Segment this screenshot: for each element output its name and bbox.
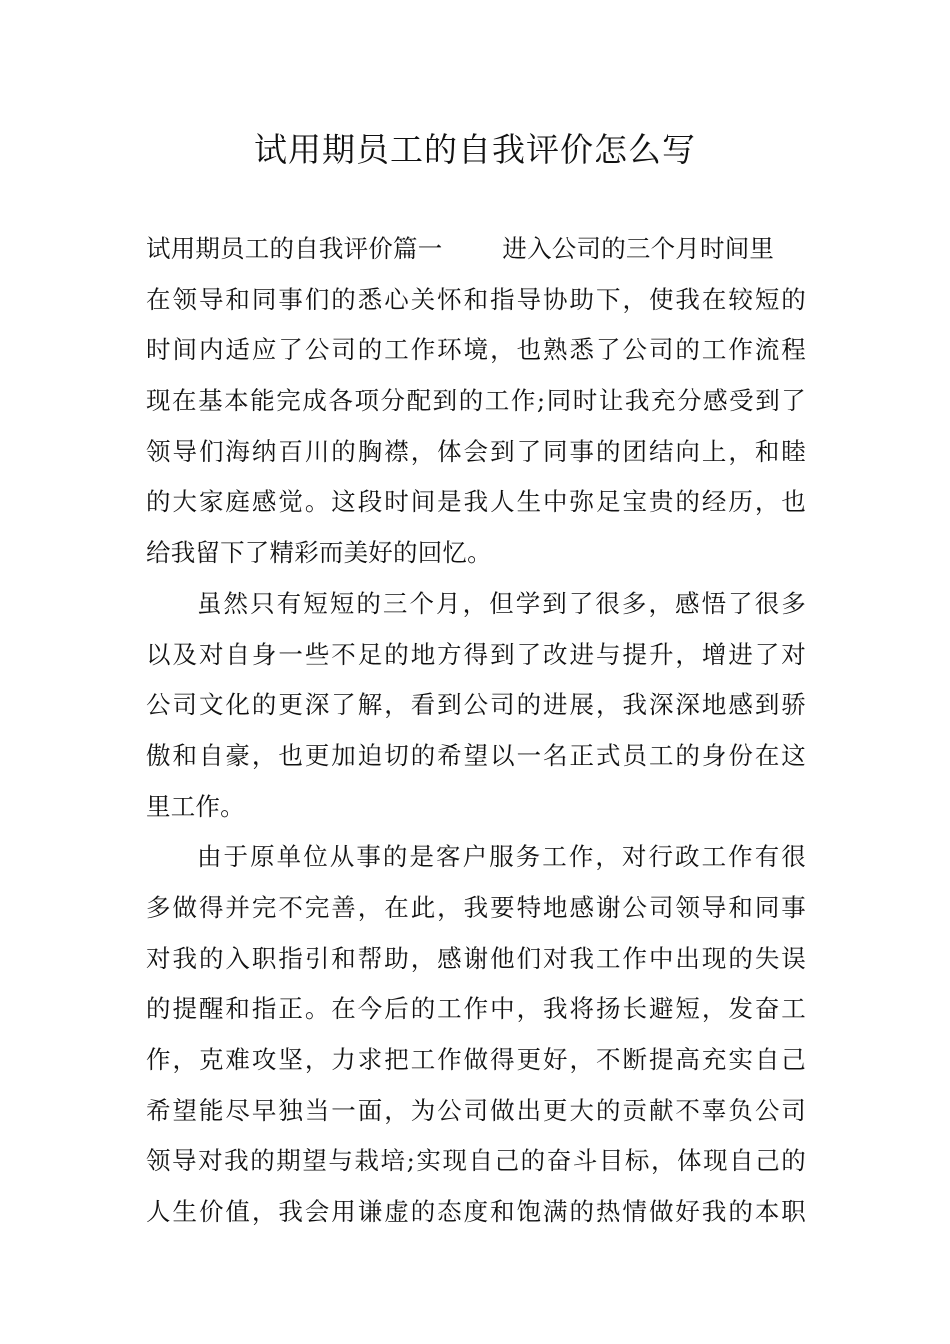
text-line	[146, 224, 806, 275]
text-line: 时间内适应了公司的工作环境，也熟悉了公司的工作流程	[146, 335, 806, 365]
text-line: 虽然只有短短的三个月，但学到了很多，感悟了很多	[197, 588, 806, 618]
text-line: 由于原单位从事的是客户服务工作，对行政工作有很	[197, 842, 806, 872]
text-segment: 进入公司的三个月时间里	[502, 234, 775, 263]
text-line: 对我的入职指引和帮助，感谢他们对我工作中出现的失误	[146, 943, 806, 973]
section-heading: 试用期员工的自我评价篇一	[146, 234, 443, 263]
text-line: 领导对我的期望与栽培;实现自己的奋斗目标，体现自己的	[146, 1146, 806, 1176]
text-line: 多做得并完不完善，在此，我要特地感谢公司领导和同事	[146, 892, 806, 922]
document-body	[146, 224, 806, 1238]
text-line: 以及对自身一些不足的地方得到了改进与提升，增进了对	[146, 639, 806, 669]
text-line: 希望能尽早独当一面，为公司做出更大的贡献不辜负公司	[146, 1095, 806, 1125]
text-line: 公司文化的更深了解，看到公司的进展，我深深地感到骄	[146, 690, 806, 720]
text-line: 的提醒和指正。在今后的工作中，我将扬长避短，发奋工	[146, 994, 806, 1024]
text-line: 在领导和同事们的悉心关怀和指导协助下，使我在较短的	[146, 284, 806, 314]
text-line: 人生价值，我会用谦虚的态度和饱满的热情做好我的本职	[146, 1197, 806, 1227]
text-line: 给我留下了精彩而美好的回忆。	[146, 538, 492, 568]
text-line: 作，克难攻坚，力求把工作做得更好，不断提高充实自己	[146, 1045, 806, 1074]
text-line: 领导们海纳百川的胸襟，体会到了同事的团结向上，和睦	[146, 436, 806, 466]
text-line: 的大家庭感觉。这段时间是我人生中弥足宝贵的经历，也	[146, 487, 806, 517]
text-line: 现在基本能完成各项分配到的工作;同时让我充分感受到了	[146, 386, 806, 416]
text-line: 傲和自豪，也更加迫切的希望以一名正式员工的身份在这	[146, 740, 806, 770]
text-line: 里工作。	[146, 791, 245, 821]
document-title: 试用期员工的自我评价怎么写	[254, 130, 696, 169]
